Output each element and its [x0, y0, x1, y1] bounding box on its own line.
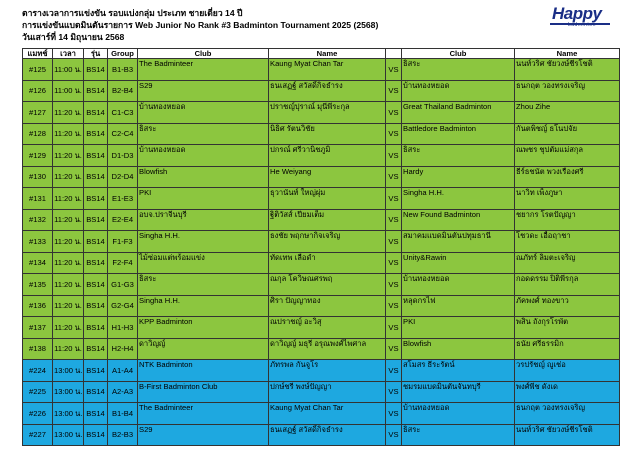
- match-cell: #126: [23, 80, 53, 102]
- club-2-cell: สโมสร ธีระรัตน์: [402, 360, 515, 382]
- col-header-club-2: Club: [402, 49, 515, 59]
- table-row: [23, 252, 620, 274]
- division-cell: BS14: [84, 188, 108, 210]
- division-cell: BS14: [84, 252, 108, 274]
- group-cell: A2-A3: [108, 381, 138, 403]
- col-header-division: รุ่น: [84, 49, 108, 59]
- table-row: [23, 381, 620, 403]
- header-title: ตารางเวลาการแข่งขัน รอบแบ่งกลุ่ม ประเภท ชายเดี่ยว 14 ปี: [22, 8, 243, 18]
- vs-cell: VS: [386, 338, 402, 360]
- match-cell: #226: [23, 403, 53, 425]
- club-1-cell: บ้านทองหยอด: [138, 145, 269, 167]
- schedule-header: [22, 7, 442, 43]
- name-2-cell: วรปรัชญ์ ญูเช่อ: [515, 360, 620, 382]
- club-1-cell: ธิสระ: [138, 274, 269, 296]
- happy-badminton-logo: [548, 4, 620, 30]
- vs-cell: VS: [386, 360, 402, 382]
- vs-cell: VS: [386, 424, 402, 446]
- col-header-match: แมทช์: [23, 49, 53, 59]
- vs-cell: VS: [386, 59, 402, 81]
- logo-tagline: badminton: [568, 22, 596, 28]
- division-cell: BS14: [84, 424, 108, 446]
- club-1-cell: S29: [138, 424, 269, 446]
- name-1-cell: Kaung Myat Chan Tar: [269, 403, 386, 425]
- match-cell: #225: [23, 381, 53, 403]
- table-row: [23, 145, 620, 167]
- match-cell: #132: [23, 209, 53, 231]
- group-cell: F1-F3: [108, 231, 138, 253]
- club-2-cell: Singha H.H.: [402, 188, 515, 210]
- name-2-cell: นนท์วริศ ชัยวงษ์ชีรโชติ: [515, 424, 620, 446]
- name-1-cell: ภัทรพล กันจูโร: [269, 360, 386, 382]
- match-cell: #131: [23, 188, 53, 210]
- division-cell: BS14: [84, 317, 108, 339]
- club-1-cell: S29: [138, 80, 269, 102]
- group-cell: B1-B3: [108, 59, 138, 81]
- group-cell: H2-H4: [108, 338, 138, 360]
- table-row: [23, 80, 620, 102]
- table-row: [23, 403, 620, 425]
- vs-cell: VS: [386, 145, 402, 167]
- division-cell: BS14: [84, 80, 108, 102]
- table-row: [23, 360, 620, 382]
- division-cell: BS14: [84, 403, 108, 425]
- name-1-cell: ณกุล โควิษณศรพฤ: [269, 274, 386, 296]
- group-cell: B2-B4: [108, 80, 138, 102]
- group-cell: B1-B4: [108, 403, 138, 425]
- match-cell: #227: [23, 424, 53, 446]
- club-1-cell: The Badminteer: [138, 59, 269, 81]
- name-1-cell: ดาวิญญ์ มธุรี อรุณพงศ์ไพศาล: [269, 338, 386, 360]
- division-cell: BS14: [84, 381, 108, 403]
- division-cell: BS14: [84, 123, 108, 145]
- col-header-name-2: Name: [515, 49, 620, 59]
- name-1-cell: He Weiyang: [269, 166, 386, 188]
- group-cell: A1-A4: [108, 360, 138, 382]
- table-row: [23, 338, 620, 360]
- club-1-cell: ธิสระ: [138, 123, 269, 145]
- time-cell: 11:20 น.: [53, 295, 84, 317]
- name-1-cell: ธนเสฏฐ์ สวัสดิ์กิจธำรง: [269, 424, 386, 446]
- group-cell: E1-E3: [108, 188, 138, 210]
- club-1-cell: PKI: [138, 188, 269, 210]
- table-row: [23, 424, 620, 446]
- vs-cell: VS: [386, 188, 402, 210]
- col-header-club-1: Club: [138, 49, 269, 59]
- group-cell: H1-H3: [108, 317, 138, 339]
- match-cell: #128: [23, 123, 53, 145]
- name-2-cell: กอดดรรม ปิติพีรกุล: [515, 274, 620, 296]
- table-row: [23, 209, 620, 231]
- club-1-cell: The Badminteer: [138, 403, 269, 425]
- name-2-cell: ชยากร โรตปัญญา: [515, 209, 620, 231]
- group-cell: D1-D3: [108, 145, 138, 167]
- club-2-cell: Battledore Badminton: [402, 123, 515, 145]
- name-1-cell: นิธิศ รัตนวิชัย: [269, 123, 386, 145]
- club-1-cell: อบจ.ปราจีนบุรี: [138, 209, 269, 231]
- name-2-cell: ภัคพงศ์ ทองขาว: [515, 295, 620, 317]
- club-2-cell: ชมรมแบดมินตันจันทบุรี: [402, 381, 515, 403]
- table-header-row: [23, 49, 620, 59]
- club-2-cell: Blowfish: [402, 338, 515, 360]
- division-cell: BS14: [84, 166, 108, 188]
- time-cell: 11:20 น.: [53, 338, 84, 360]
- club-1-cell: ดาวิญญ์: [138, 338, 269, 360]
- vs-cell: VS: [386, 123, 402, 145]
- name-2-cell: กันตพิชญ์ ธโนปจัย: [515, 123, 620, 145]
- logo-text: Happy: [552, 4, 602, 23]
- division-cell: BS14: [84, 338, 108, 360]
- name-1-cell: ทัดเทพ เลือดำ: [269, 252, 386, 274]
- division-cell: BS14: [84, 59, 108, 81]
- col-header-name-1: Name: [269, 49, 386, 59]
- match-cell: #137: [23, 317, 53, 339]
- club-1-cell: Singha H.H.: [138, 231, 269, 253]
- name-2-cell: นาวิท เพ็งภูษา: [515, 188, 620, 210]
- match-cell: #129: [23, 145, 53, 167]
- time-cell: 11:20 น.: [53, 123, 84, 145]
- name-1-cell: ปราชญ์ปุราณ์ มุนีพีระกุล: [269, 102, 386, 124]
- time-cell: 11:20 น.: [53, 252, 84, 274]
- col-header-group: Group: [108, 49, 138, 59]
- match-cell: #127: [23, 102, 53, 124]
- group-cell: F2-F4: [108, 252, 138, 274]
- name-2-cell: ธนกฤต วองทรงเจริญ: [515, 403, 620, 425]
- time-cell: 11:20 น.: [53, 274, 84, 296]
- club-2-cell: PKI: [402, 317, 515, 339]
- name-2-cell: นนท์วริศ ชัยวงษ์ชีรโชติ: [515, 59, 620, 81]
- club-2-cell: หลุดกรไฟ: [402, 295, 515, 317]
- vs-cell: VS: [386, 317, 402, 339]
- name-1-cell: ฐิติวัสส์ เปียมเต็ม: [269, 209, 386, 231]
- match-cell: #125: [23, 59, 53, 81]
- club-2-cell: บ้านทองหยอด: [402, 80, 515, 102]
- club-2-cell: ธิสระ: [402, 424, 515, 446]
- match-cell: #136: [23, 295, 53, 317]
- table-row: [23, 317, 620, 339]
- name-2-cell: พงศ์พีช ดังเด: [515, 381, 620, 403]
- match-cell: #135: [23, 274, 53, 296]
- name-2-cell: ณภัทร์ ลิ่มตะเจริญ: [515, 252, 620, 274]
- name-1-cell: ปกรณ์ ศรีวานิชภูมิ: [269, 145, 386, 167]
- club-1-cell: Blowfish: [138, 166, 269, 188]
- match-cell: #224: [23, 360, 53, 382]
- name-2-cell: ธนัย ศรีธรรมิก: [515, 338, 620, 360]
- club-1-cell: B-First Badminton Club: [138, 381, 269, 403]
- time-cell: 11:00 น.: [53, 80, 84, 102]
- group-cell: G2-G4: [108, 295, 138, 317]
- group-cell: B2-B3: [108, 424, 138, 446]
- match-cell: #134: [23, 252, 53, 274]
- division-cell: BS14: [84, 231, 108, 253]
- match-cell: #138: [23, 338, 53, 360]
- name-1-cell: Kaung Myat Chan Tar: [269, 59, 386, 81]
- table-row: [23, 166, 620, 188]
- name-1-cell: ธงชัย พฤกษากิจเจริญ: [269, 231, 386, 253]
- vs-cell: VS: [386, 295, 402, 317]
- vs-cell: VS: [386, 403, 402, 425]
- time-cell: 11:00 น.: [53, 59, 84, 81]
- table-row: [23, 188, 620, 210]
- vs-cell: VS: [386, 209, 402, 231]
- vs-cell: VS: [386, 231, 402, 253]
- vs-cell: VS: [386, 381, 402, 403]
- name-1-cell: ณปราชญ์ อะวิสุ: [269, 317, 386, 339]
- club-2-cell: บ้านทองหยอด: [402, 403, 515, 425]
- table-row: [23, 274, 620, 296]
- time-cell: 11:20 น.: [53, 102, 84, 124]
- group-cell: D2-D4: [108, 166, 138, 188]
- club-2-cell: ธิสระ: [402, 145, 515, 167]
- match-cell: #133: [23, 231, 53, 253]
- table-row: [23, 123, 620, 145]
- group-cell: C2-C4: [108, 123, 138, 145]
- time-cell: 13:00 น.: [53, 360, 84, 382]
- club-2-cell: ธิสระ: [402, 59, 515, 81]
- name-2-cell: ธนกฤต วองทรงเจริญ: [515, 80, 620, 102]
- club-1-cell: NTK Badminton: [138, 360, 269, 382]
- club-2-cell: สมาคมแบดมินตันปทุมธานี: [402, 231, 515, 253]
- match-schedule-table: [22, 48, 620, 446]
- club-1-cell: Singha H.H.: [138, 295, 269, 317]
- club-2-cell: บ้านทองหยอด: [402, 274, 515, 296]
- header-date: วันเสาร์ที่ 14 มิถุนายน 2568: [22, 32, 125, 42]
- club-1-cell: KPP Badminton: [138, 317, 269, 339]
- division-cell: BS14: [84, 274, 108, 296]
- col-header-time: เวลา: [53, 49, 84, 59]
- vs-cell: VS: [386, 166, 402, 188]
- time-cell: 13:00 น.: [53, 403, 84, 425]
- name-2-cell: ณพชร ชุปตัมแม่สกุล: [515, 145, 620, 167]
- vs-cell: VS: [386, 102, 402, 124]
- time-cell: 11:20 น.: [53, 166, 84, 188]
- time-cell: 11:20 น.: [53, 231, 84, 253]
- time-cell: 11:20 น.: [53, 145, 84, 167]
- group-cell: E2-E4: [108, 209, 138, 231]
- name-1-cell: ธนเสฏฐ์ สวัสดิ์กิจธำรง: [269, 80, 386, 102]
- match-cell: #130: [23, 166, 53, 188]
- group-cell: G1-G3: [108, 274, 138, 296]
- club-2-cell: New Found Badminton: [402, 209, 515, 231]
- name-2-cell: ธีร์ธชนัต พวงเรืองศรี: [515, 166, 620, 188]
- table-row: [23, 102, 620, 124]
- vs-cell: VS: [386, 80, 402, 102]
- time-cell: 11:20 น.: [53, 209, 84, 231]
- time-cell: 13:00 น.: [53, 424, 84, 446]
- table-row: [23, 59, 620, 81]
- group-cell: C1-C3: [108, 102, 138, 124]
- vs-cell: VS: [386, 274, 402, 296]
- division-cell: BS14: [84, 360, 108, 382]
- name-1-cell: ศิรา ปัญญาทอง: [269, 295, 386, 317]
- club-2-cell: Hardy: [402, 166, 515, 188]
- table-row: [23, 295, 620, 317]
- name-2-cell: Zhou Zihe: [515, 102, 620, 124]
- division-cell: BS14: [84, 145, 108, 167]
- club-1-cell: บ้านทองหยอด: [138, 102, 269, 124]
- col-header-vs: [386, 49, 402, 59]
- name-1-cell: ปกษ์ชรี พงษ์ปัญญา: [269, 381, 386, 403]
- division-cell: BS14: [84, 295, 108, 317]
- header-tournament: การแข่งขันแบดมินตันรายการ Web Junior No Rank #3 Badminton Tournament 2025 (2568): [22, 20, 379, 30]
- time-cell: 11:20 น.: [53, 317, 84, 339]
- time-cell: 11:20 น.: [53, 188, 84, 210]
- name-1-cell: ธุวานันท์ ใหญ่ผุ่ม: [269, 188, 386, 210]
- name-2-cell: โชวดะ เอื้อฤาชา: [515, 231, 620, 253]
- vs-cell: VS: [386, 252, 402, 274]
- club-1-cell: ไม้ซ่อมแต่พร้อมแข่ง: [138, 252, 269, 274]
- division-cell: BS14: [84, 209, 108, 231]
- club-2-cell: Great Thailand Badminton: [402, 102, 515, 124]
- division-cell: BS14: [84, 102, 108, 124]
- name-2-cell: พสิน ถังกุรโรพัต: [515, 317, 620, 339]
- table-row: [23, 231, 620, 253]
- club-2-cell: Unity&Rawin: [402, 252, 515, 274]
- time-cell: 13:00 น.: [53, 381, 84, 403]
